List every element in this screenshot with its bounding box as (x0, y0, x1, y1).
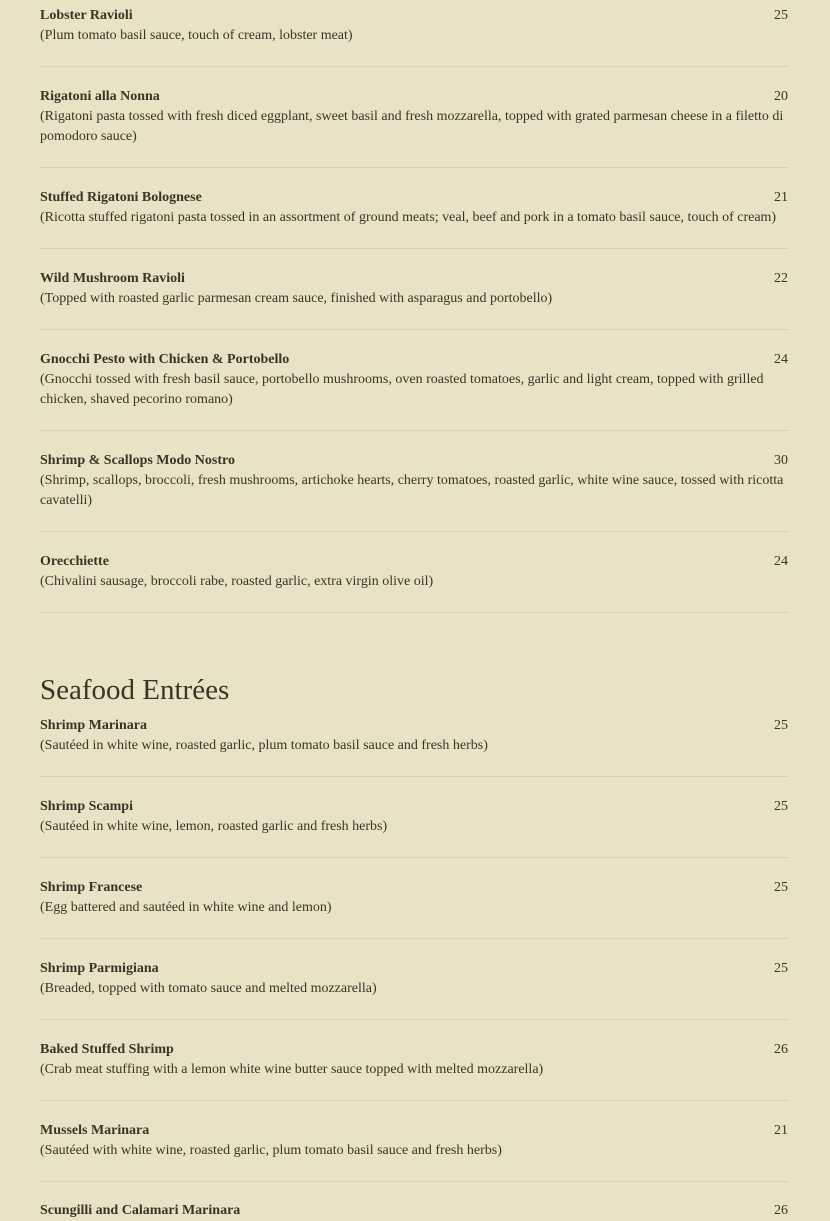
menu-item (40, 350, 788, 410)
item-price: 24 (774, 352, 788, 367)
menu-item (40, 269, 788, 309)
item-price: 26 (774, 1203, 788, 1218)
menu-item (40, 1201, 788, 1221)
item-name: Orecchiette (40, 554, 109, 569)
divider (40, 167, 788, 168)
item-description: (Sautéed in white wine, lemon, roasted garlic and fresh herbs) (40, 819, 388, 834)
item-name: Mussels Marinara (40, 1123, 150, 1138)
item-description: (Crab meat stuffing with a lemon white wine butter sauce topped with melted mozzarella) (40, 1062, 544, 1077)
item-name: Rigatoni alla Nonna (40, 89, 160, 104)
divider (40, 1181, 788, 1182)
item-description: (Topped with roasted garlic parmesan cream sauce, finished with asparagus and portobello) (40, 291, 553, 306)
item-description: (Shrimp, scallops, broccoli, fresh mushrooms, artichoke hearts, cherry tomatoes, roasted garlic, white wine sauce, tossed with ricotta cavatelli) (40, 473, 784, 508)
divider (40, 66, 788, 67)
item-price: 25 (774, 718, 788, 733)
divider (40, 329, 788, 330)
item-price: 30 (774, 453, 788, 468)
item-description: (Rigatoni pasta tossed with fresh diced eggplant, sweet basil and fresh mozzarella, topped with grated parmesan cheese in a filetto di pomodoro sauce) (40, 109, 784, 144)
item-price: 25 (774, 880, 788, 895)
item-description: (Sautéed in white wine, roasted garlic, plum tomato basil sauce and fresh herbs) (40, 738, 488, 753)
item-description: (Egg battered and sautéed in white wine and lemon) (40, 900, 332, 915)
item-price: 25 (774, 8, 788, 23)
item-price: 21 (774, 190, 788, 205)
item-description: (Ricotta stuffed rigatoni pasta tossed in an assortment of ground meats; veal, beef and pork in a tomato basil sauce, touch of cream) (40, 210, 777, 225)
item-name: Baked Stuffed Shrimp (40, 1042, 174, 1057)
menu-item (40, 451, 788, 511)
menu-item (40, 797, 788, 837)
item-name: Gnocchi Pesto with Chicken & Portobello (40, 352, 290, 367)
section-title-seafood: Seafood Entrées (40, 674, 230, 706)
divider (40, 531, 788, 532)
menu-item (40, 6, 788, 46)
divider (40, 776, 788, 777)
divider (40, 1019, 788, 1020)
divider (40, 248, 788, 249)
menu-item (40, 878, 788, 918)
menu-item (40, 716, 788, 756)
item-price: 20 (774, 89, 788, 104)
item-description: (Chivalini sausage, broccoli rabe, roasted garlic, extra virgin olive oil) (40, 574, 434, 589)
menu-item (40, 87, 788, 147)
menu-item (40, 1121, 788, 1161)
menu-item (40, 959, 788, 999)
item-name: Wild Mushroom Ravioli (40, 271, 185, 286)
divider (40, 1100, 788, 1101)
menu-item (40, 1040, 788, 1080)
item-price: 26 (774, 1042, 788, 1057)
item-price: 24 (774, 554, 788, 569)
menu-item (40, 188, 788, 228)
item-price: 25 (774, 961, 788, 976)
divider (40, 857, 788, 858)
item-price: 25 (774, 799, 788, 814)
divider (40, 938, 788, 939)
item-name: Shrimp Francese (40, 880, 143, 895)
item-name: Scungilli and Calamari Marinara (40, 1203, 241, 1218)
divider (40, 430, 788, 431)
item-description: (Breaded, topped with tomato sauce and melted mozzarella) (40, 981, 377, 996)
item-name: Shrimp Marinara (40, 718, 147, 733)
item-name: Shrimp Scampi (40, 799, 133, 814)
item-name: Lobster Ravioli (40, 8, 133, 23)
divider (40, 612, 788, 613)
item-description: (Plum tomato basil sauce, touch of cream, lobster meat) (40, 28, 353, 43)
item-name: Stuffed Rigatoni Bolognese (40, 190, 202, 205)
item-price: 21 (774, 1123, 788, 1138)
item-description: (Sautéed with white wine, roasted garlic, plum tomato basil sauce and fresh herbs) (40, 1143, 502, 1158)
menu-item (40, 552, 788, 592)
item-name: Shrimp Parmigiana (40, 961, 159, 976)
item-price: 22 (774, 271, 788, 286)
item-description: (Gnocchi tossed with fresh basil sauce, portobello mushrooms, oven roasted tomatoes, garlic and light cream, topped with grilled chicken, shaved pecorino romano) (40, 372, 764, 407)
item-name: Shrimp & Scallops Modo Nostro (40, 453, 235, 468)
